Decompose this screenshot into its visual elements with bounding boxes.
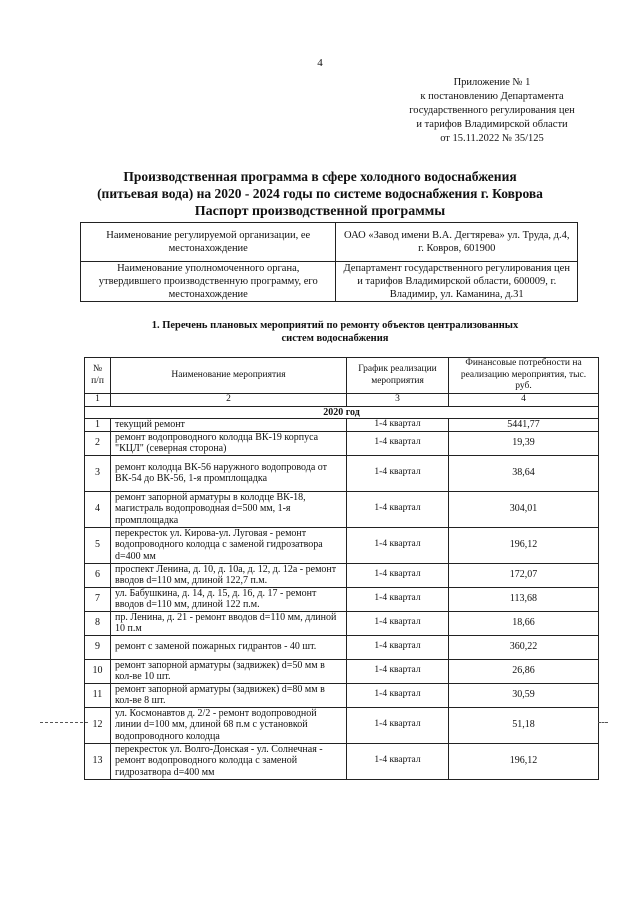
measure-cost: 38,64 (449, 455, 599, 491)
cut-line (40, 722, 88, 723)
cut-line (598, 722, 608, 723)
passport-row (81, 262, 578, 302)
measures-table (84, 357, 599, 780)
year-label: 2020 год (85, 406, 599, 419)
measure-schedule: 1-4 квартал (347, 635, 449, 659)
section-title (100, 319, 570, 345)
measure-name: пр. Ленина, д. 21 - ремонт вводов d=110 мм, длиной 10 п.м (111, 611, 347, 635)
measure-cost: 51,18 (449, 707, 599, 743)
measure-name: ул. Космонавтов д. 2/2 - ремонт водопроводной линии d=100 мм, длиной 68 п.м с установкой водопроводного колодца (111, 707, 347, 743)
table-row (85, 419, 599, 432)
measure-name: проспект Ленина, д. 10, д. 10а, д. 12, д. 12а - ремонт вводов d=110 мм, длиной 122,7 п.м. (111, 563, 347, 587)
table-row (85, 563, 599, 587)
measure-cost: 26,86 (449, 659, 599, 683)
table-row (85, 635, 599, 659)
passport-row (81, 223, 578, 262)
measure-name: ремонт колодца ВК-56 наружного водопровода от ВК-54 до ВК-56, 1-я промплощадка (111, 455, 347, 491)
measure-cost: 304,01 (449, 491, 599, 527)
measure-name: ремонт запорной арматуры (задвижек) d=80 мм в кол-ве 8 шт. (111, 683, 347, 707)
passport-value: ОАО «Завод имени В.А. Дегтярева» ул. Труда, д.4, г. Ковров, 601900 (336, 223, 578, 262)
table-row (85, 431, 599, 455)
measure-name: ремонт запорной арматуры в колодце ВК-18, магистраль водопроводная d=500 мм, 1-я промплощадка (111, 491, 347, 527)
row-number: 13 (85, 743, 111, 779)
measure-schedule: 1-4 квартал (347, 683, 449, 707)
table-row (85, 743, 599, 779)
measure-cost: 113,68 (449, 587, 599, 611)
measure-name: ремонт запорной арматуры (задвижек) d=50 мм в кол-ве 10 шт. (111, 659, 347, 683)
measure-cost: 19,39 (449, 431, 599, 455)
measure-schedule: 1-4 квартал (347, 431, 449, 455)
measure-name: ремонт с заменой пожарных гидрантов - 40 шт. (111, 635, 347, 659)
passport-heading: Паспорт производственной программы (194, 204, 446, 219)
table-row (85, 659, 599, 683)
header-finance: Финансовые потребности на реализацию мероприятия, тыс. руб. (449, 358, 599, 394)
measure-cost: 18,66 (449, 611, 599, 635)
header-num: № п/п (85, 358, 111, 394)
row-number: 11 (85, 683, 111, 707)
document-title (60, 168, 580, 202)
measure-cost: 5441,77 (449, 419, 599, 432)
table-header-row (85, 358, 599, 394)
row-number: 8 (85, 611, 111, 635)
measure-cost: 196,12 (449, 527, 599, 563)
passport-value: Департамент государственного регулирования цен и тарифов Владимирской области, 600009, г. Владимир, ул. Каманина, д.31 (336, 262, 578, 302)
column-index-row (85, 394, 599, 407)
appendix-line: от 15.11.2022 № 35/125 (440, 133, 544, 144)
row-number: 7 (85, 587, 111, 611)
table-row (85, 683, 599, 707)
appendix-line: Приложение № 1 (453, 77, 531, 88)
measure-schedule: 1-4 квартал (347, 455, 449, 491)
measure-name: ремонт водопроводного колодца ВК-19 корпуса "КЦЛ" (северная сторона) (111, 431, 347, 455)
appendix-line: и тарифов Владимирской области (416, 119, 568, 130)
table-row (85, 707, 599, 743)
header-name: Наименование мероприятия (111, 358, 347, 394)
appendix-block (392, 76, 592, 146)
measure-cost: 360,22 (449, 635, 599, 659)
page-number: 4 (317, 57, 323, 69)
row-number: 12 (85, 707, 111, 743)
title-line: Производственная программа в сфере холодного водоснабжения (123, 169, 517, 184)
table-row (85, 455, 599, 491)
appendix-line: государственного регулирования цен (409, 105, 575, 116)
table-row (85, 491, 599, 527)
measure-schedule: 1-4 квартал (347, 659, 449, 683)
column-index: 2 (111, 394, 347, 407)
header-schedule: График реализации мероприятия (347, 358, 449, 394)
section-title-line: систем водоснабжения (281, 333, 389, 344)
measure-schedule: 1-4 квартал (347, 707, 449, 743)
measure-schedule: 1-4 квартал (347, 419, 449, 432)
column-index: 1 (85, 394, 111, 407)
measure-name: текущий ремонт (111, 419, 347, 432)
measure-schedule: 1-4 квартал (347, 527, 449, 563)
title-line: (питьевая вода) на 2020 - 2024 годы по системе водоснабжения г. Коврова (97, 186, 543, 201)
row-number: 9 (85, 635, 111, 659)
measure-schedule: 1-4 квартал (347, 563, 449, 587)
table-row (85, 587, 599, 611)
section-title-line: 1. Перечень плановых мероприятий по ремонту объектов централизованных (151, 320, 519, 331)
measure-cost: 196,12 (449, 743, 599, 779)
measure-cost: 172,07 (449, 563, 599, 587)
column-index: 3 (347, 394, 449, 407)
row-number: 2 (85, 431, 111, 455)
column-index: 4 (449, 394, 599, 407)
row-number: 6 (85, 563, 111, 587)
table-row (85, 611, 599, 635)
measure-schedule: 1-4 квартал (347, 743, 449, 779)
measure-schedule: 1-4 квартал (347, 491, 449, 527)
measure-name: перекресток ул. Кирова-ул. Луговая - ремонт водопроводного колодца с заменой гидрозатвора d=400 мм (111, 527, 347, 563)
row-number: 5 (85, 527, 111, 563)
row-number: 3 (85, 455, 111, 491)
measure-schedule: 1-4 квартал (347, 587, 449, 611)
measure-schedule: 1-4 квартал (347, 611, 449, 635)
year-row (85, 406, 599, 419)
measure-name: ул. Бабушкина, д. 14, д. 15, д. 16, д. 17 - ремонт вводов d=110 мм, длиной 122 п.м. (111, 587, 347, 611)
row-number: 10 (85, 659, 111, 683)
row-number: 4 (85, 491, 111, 527)
appendix-line: к постановлению Департамента (420, 91, 564, 102)
measure-cost: 30,59 (449, 683, 599, 707)
passport-table (80, 222, 578, 302)
measure-name: перекресток ул. Волго-Донская - ул. Солнечная - ремонт водопроводного колодца с заменой гидрозатвора d=400 мм (111, 743, 347, 779)
passport-label: Наименование уполномоченного органа, утвердившего производственную программу, его местонахождение (81, 262, 336, 302)
table-row (85, 527, 599, 563)
passport-label: Наименование регулируемой организации, ее местонахождение (81, 223, 336, 262)
row-number: 1 (85, 419, 111, 432)
